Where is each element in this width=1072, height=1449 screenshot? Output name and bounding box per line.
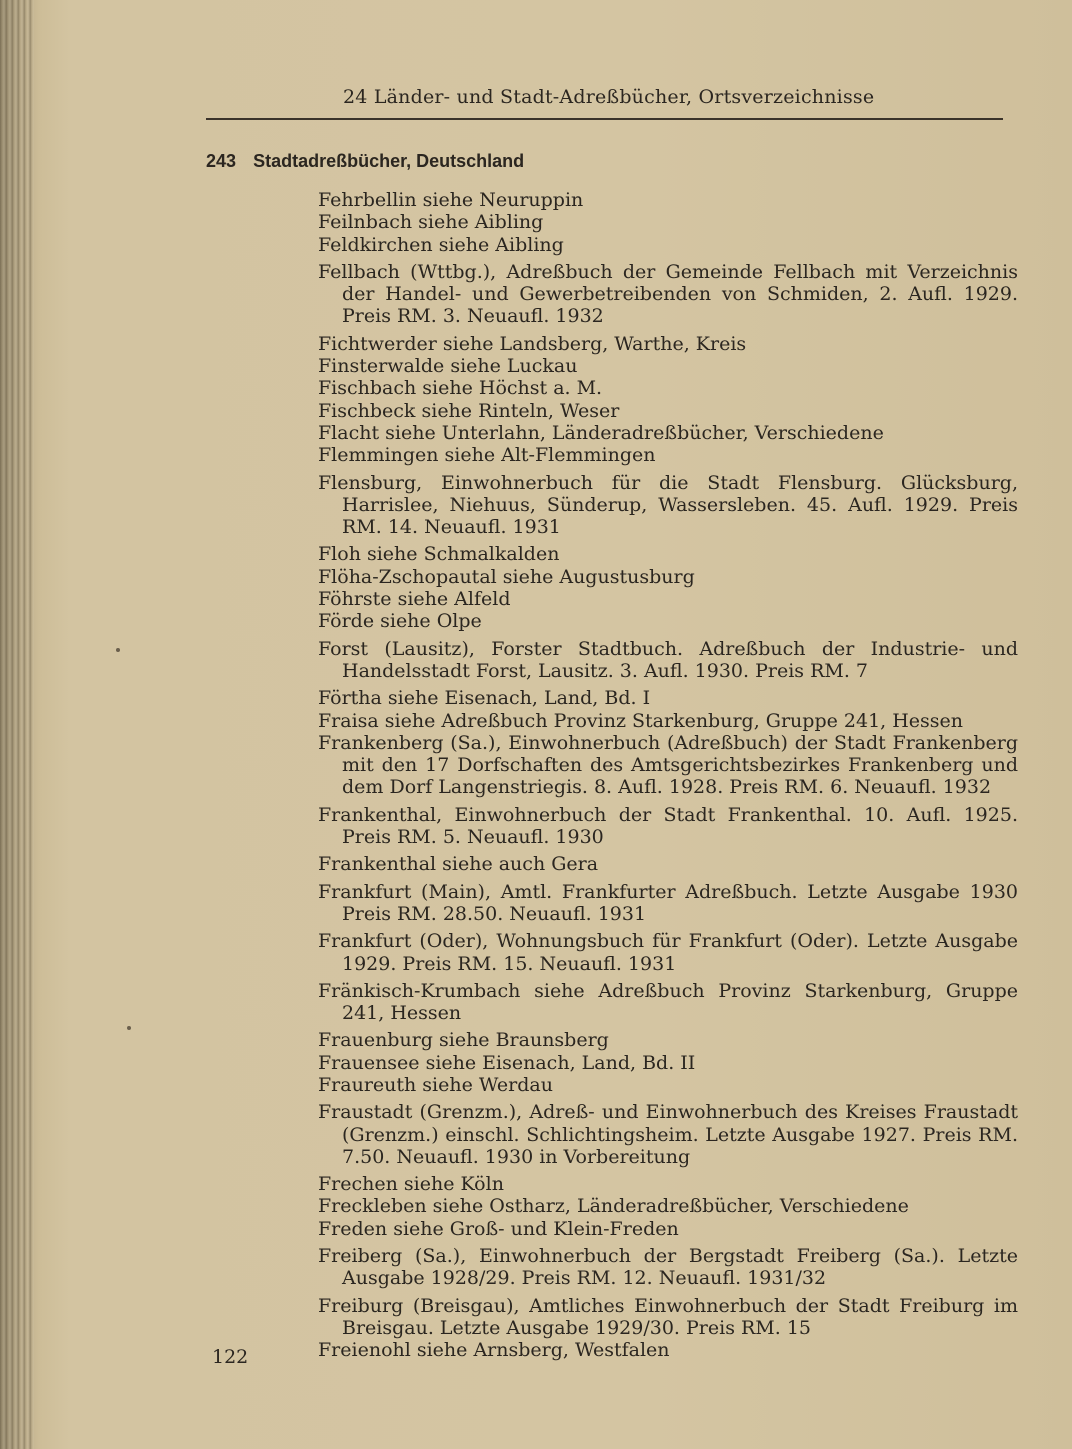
list-item: Frankenthal siehe auch Gera: [318, 853, 599, 876]
list-item: Förtha siehe Eisenach, Land, Bd. I: [318, 687, 651, 710]
list-item: Föhrste siehe Alfeld: [318, 588, 511, 611]
list-item: Frankfurt (Oder), Wohnungsbuch für Frankfurt (Oder). Letzte Ausgabe 1929. Preis RM. 15. Neuaufl. 1931: [318, 930, 1018, 975]
list-item: Freden siehe Groß- und Klein-Freden: [318, 1217, 679, 1240]
list-item: Fraureuth siehe Werdau: [318, 1073, 553, 1096]
list-item: Freiburg (Breisgau), Amtliches Einwohnerbuch der Stadt Freiburg im Breisgau. Letzte Ausgabe 1929/30. Preis RM. 15: [318, 1294, 1018, 1339]
list-item: Flöha-Zschopautal siehe Augustusburg: [318, 565, 695, 588]
list-item: Förde siehe Olpe: [318, 610, 482, 633]
list-item: Frankenberg (Sa.), Einwohnerbuch (Adreßbuch) der Stadt Frankenberg mit den 17 Dorfschaften des Amtsgerichtsbezirkes Frankenberg und dem Dorf Langenstriegis. 8. Aufl. 1928. Preis RM. 6. Neuaufl. 1932: [318, 731, 1018, 799]
running-head: 24 Länder- und Stadt-Adreßbücher, Ortsverzeichnisse: [343, 86, 875, 108]
list-item: Fellbach (Wttbg.), Adreßbuch der Gemeinde Fellbach mit Verzeichnis der Handel- und Gewerbetreibenden von Schmiden, 2. Aufl. 1929. Preis RM. 3. Neuaufl. 1932: [318, 260, 1018, 328]
page-gutter: [0, 0, 34, 1449]
section-number: 243: [206, 151, 237, 171]
list-item: Flacht siehe Unterlahn, Länderadreßbücher, Verschiedene: [318, 421, 884, 444]
list-item: Freiberg (Sa.), Einwohnerbuch der Bergstadt Freiberg (Sa.). Letzte Ausgabe 1928/29. Preis RM. 12. Neuaufl. 1931/32: [318, 1245, 1018, 1290]
list-item: Frauensee siehe Eisenach, Land, Bd. II: [318, 1051, 696, 1074]
list-item: Feldkirchen siehe Aibling: [318, 233, 564, 256]
header-rule: [206, 118, 1003, 120]
entry-list: [318, 189, 1018, 1362]
list-item: Frankfurt (Main), Amtl. Frankfurter Adreßbuch. Letzte Ausgabe 1930 Preis RM. 28.50. Neuaufl. 1931: [318, 880, 1018, 925]
list-item: Floh siehe Schmalkalden: [318, 543, 560, 566]
list-item: Frankenthal, Einwohnerbuch der Stadt Frankenthal. 10. Aufl. 1925. Preis RM. 5. Neuaufl. 1930: [318, 803, 1018, 849]
page-number: 122: [212, 1346, 249, 1368]
list-item: Frauenburg siehe Braunsberg: [318, 1029, 609, 1052]
list-item: Frechen siehe Köln: [318, 1173, 504, 1196]
list-item: Feilnbach siehe Aibling: [318, 211, 544, 234]
section-title: Stadtadreßbücher, Deutschland: [253, 151, 525, 171]
list-item: Freienohl siehe Arnsberg, Westfalen: [318, 1339, 670, 1362]
list-item: Fränkisch-Krumbach siehe Adreßbuch Provinz Starkenburg, Gruppe 241, Hessen: [318, 979, 1018, 1025]
section-heading: [206, 151, 524, 172]
paper-speck: [116, 648, 120, 652]
paper-speck: [127, 1026, 131, 1030]
list-item: Fischbach siehe Höchst a. M.: [318, 377, 603, 400]
list-item: Flensburg, Einwohnerbuch für die Stadt Flensburg. Glücksburg, Harrislee, Niehuus, Sünderup, Wassersleben. 45. Aufl. 1929. Preis RM. 14. Neuaufl. 1931: [318, 471, 1018, 539]
list-item: Freckleben siehe Ostharz, Länderadreßbücher, Verschiedene: [318, 1195, 909, 1218]
list-item: Forst (Lausitz), Forster Stadtbuch. Adreßbuch der Industrie- und Handelsstadt Forst, Lausitz. 3. Aufl. 1930. Preis RM. 7: [318, 637, 1018, 682]
list-item: Fichtwerder siehe Landsberg, Warthe, Kreis: [318, 332, 747, 355]
list-item: Fraisa siehe Adreßbuch Provinz Starkenburg, Gruppe 241, Hessen: [318, 709, 964, 732]
list-item: Flemmingen siehe Alt-Flemmingen: [318, 444, 656, 467]
list-item: Finsterwalde siehe Luckau: [318, 355, 578, 378]
list-item: Fischbeck siehe Rinteln, Weser: [318, 399, 620, 422]
list-item: Fraustadt (Grenzm.), Adreß- und Einwohnerbuch des Kreises Fraustadt (Grenzm.) einschl. Schlichtingsheim. Letzte Ausgabe 1927. Preis RM. 7.50. Neuaufl. 1930 in Vorbereitung: [318, 1101, 1018, 1168]
list-item: Fehrbellin siehe Neuruppin: [318, 189, 584, 211]
